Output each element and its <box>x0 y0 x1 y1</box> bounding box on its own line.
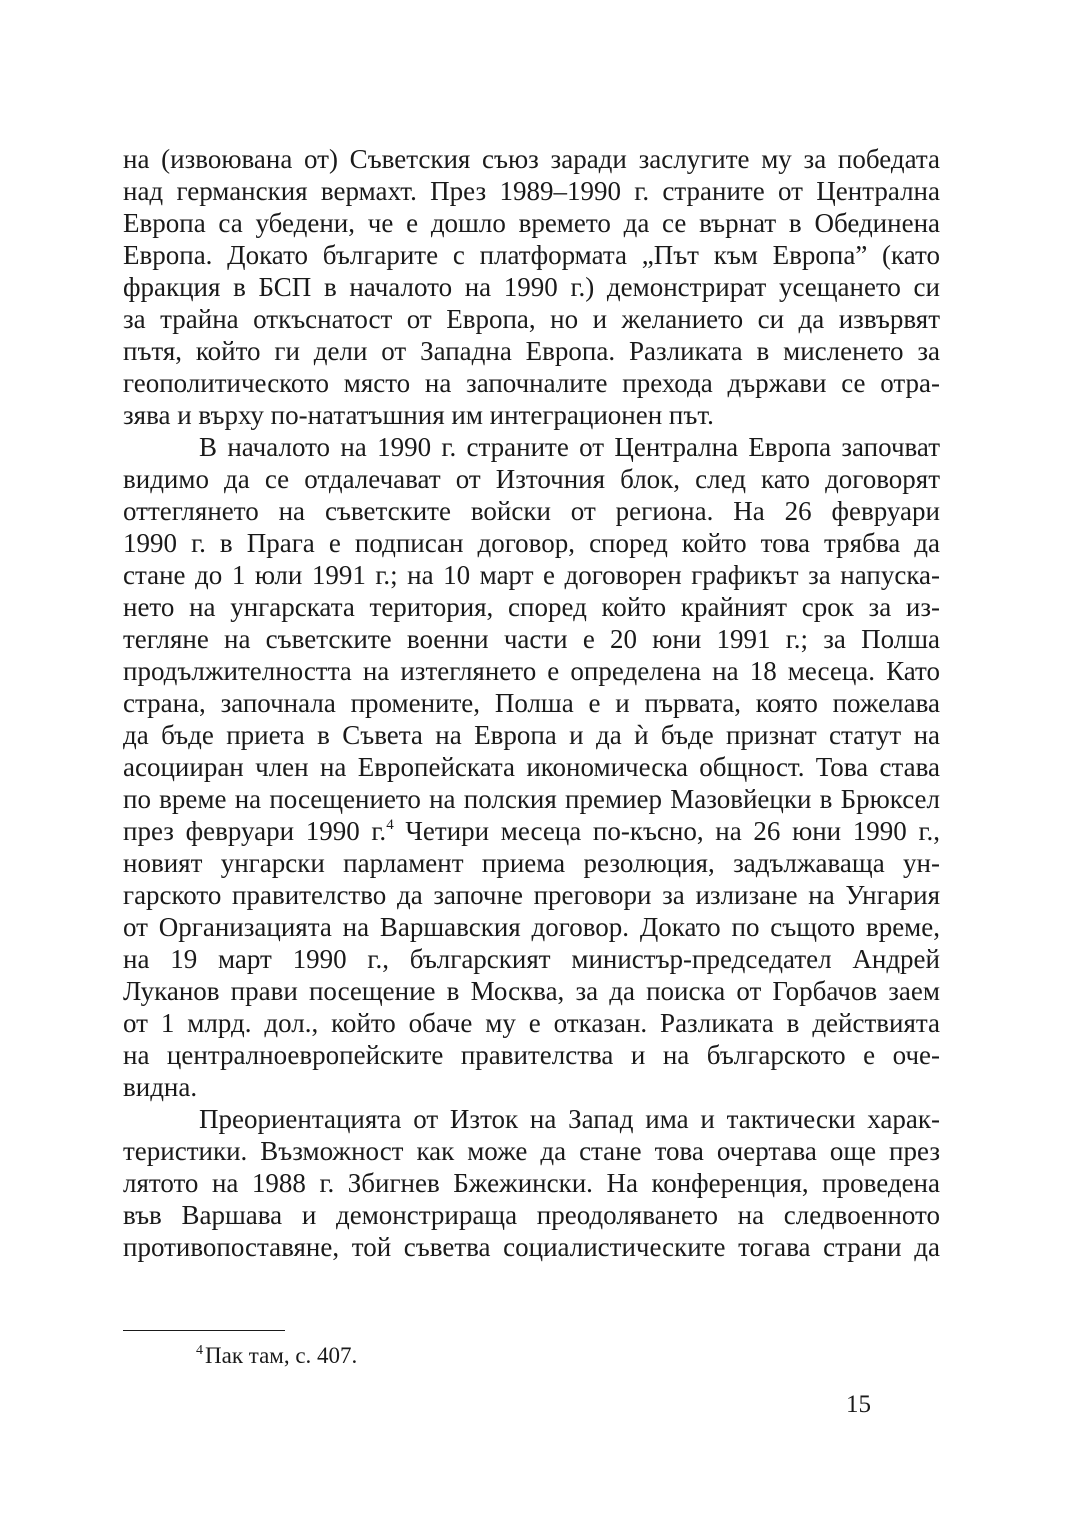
text-line: геополитическото място на започналите прехода държави се отра- <box>123 368 940 398</box>
text-line: на 19 март 1990 г., българският министър-председател Андрей <box>123 944 940 974</box>
text-line-with-footnote <box>123 815 940 847</box>
text-line: за трайна откъснатост от Европа, но и желанието си да извървят <box>123 304 940 334</box>
text-segment: Четири месеца по-късно, на 26 юни 1990 г., <box>393 816 941 846</box>
text-line: страна, започнала промените, Полша е и първата, която пожелава <box>123 688 940 718</box>
paragraph-start-line: В началото на 1990 г. страните от Централна Европа започват <box>199 432 940 462</box>
text-line: асоцииран член на Европейската икономическа общност. Това става <box>123 752 940 782</box>
text-line: новият унгарски парламент приема резолюция, задължаваща ун- <box>123 848 940 878</box>
text-line: да бъде приета в Съвета на Европа и да ѝ бъде признат статут на <box>123 720 940 750</box>
text-line: видна. <box>123 1072 198 1102</box>
text-line: зява и върху по-нататъшния им интеграционен път. <box>123 400 714 430</box>
text-line: Европа. Докато българите с платформата „Път към Европа” (като <box>123 240 940 270</box>
text-line: фракция в БСП в началото на 1990 г.) демонстрират усещането си <box>123 272 940 302</box>
text-line: нето на унгарската територия, според който крайният срок за из- <box>123 592 940 622</box>
body-text <box>123 143 940 1263</box>
text-line: теристики. Възможност как може да стане това очертава още през <box>123 1136 940 1166</box>
text-line: на (извоювана от) Съветския съюз заради заслугите му за победата <box>123 144 940 174</box>
text-line: пътя, който ги дели от Западна Европа. Разликата в мисленето за <box>123 336 940 366</box>
text-line: над германския вермахт. През 1989–1990 г. страните от Централна <box>123 176 940 206</box>
text-line: видимо да се отдалечават от Източния блок, след като договорят <box>123 464 940 494</box>
text-line: Европа са убедени, че е дошло времето да се върнат в Обединена <box>123 208 940 238</box>
footnote-separator <box>123 1330 285 1331</box>
footnote-text: Пак там, с. 407. <box>205 1343 358 1368</box>
text-line: във Варшава и демонстрираща преодоляването на следвоенното <box>123 1200 940 1230</box>
text-line: Луканов прави посещение в Москва, за да поиска от Горбачов заем <box>123 976 940 1006</box>
text-line: стане до 1 юли 1991 г.; на 10 март е договорен графикът за напуска- <box>123 560 940 590</box>
text-line: противопоставяне, той съветва социалистическите тогава страни да <box>123 1232 940 1262</box>
footnote <box>196 1343 357 1369</box>
text-line: 1990 г. в Прага е подписан договор, според който това трябва да <box>123 528 940 558</box>
text-line: лятото на 1988 г. Збигнев Бжежински. На конференция, проведена <box>123 1168 940 1198</box>
footnote-reference: 4 <box>386 817 394 833</box>
text-line: гарското правителство да започне преговори за излизане на Унгария <box>123 880 940 910</box>
text-line: на централноевропейските правителства и на българското е оче- <box>123 1040 940 1070</box>
text-segment: през февруари 1990 г. <box>123 816 387 846</box>
text-line: от Организацията на Варшавския договор. Докато по същото време, <box>123 912 940 942</box>
paragraph-start-line: Преориентацията от Изток на Запад има и тактически харак- <box>199 1104 940 1134</box>
text-line: тегляне на съветските военни части е 20 юни 1991 г.; за Полша <box>123 624 940 654</box>
text-line: продължителността на изтеглянето е определена на 18 месеца. Като <box>123 656 940 686</box>
text-line: по време на посещението на полския премиер Мазовйецки в Брюксел <box>123 784 940 814</box>
text-line: оттеглянето на съветските войски от региона. На 26 февруари <box>123 496 940 526</box>
page-number: 15 <box>846 1391 871 1418</box>
footnote-number: 4 <box>196 1343 203 1358</box>
text-line: от 1 млрд. дол., който обаче му е отказан. Разликата в действията <box>123 1008 940 1038</box>
